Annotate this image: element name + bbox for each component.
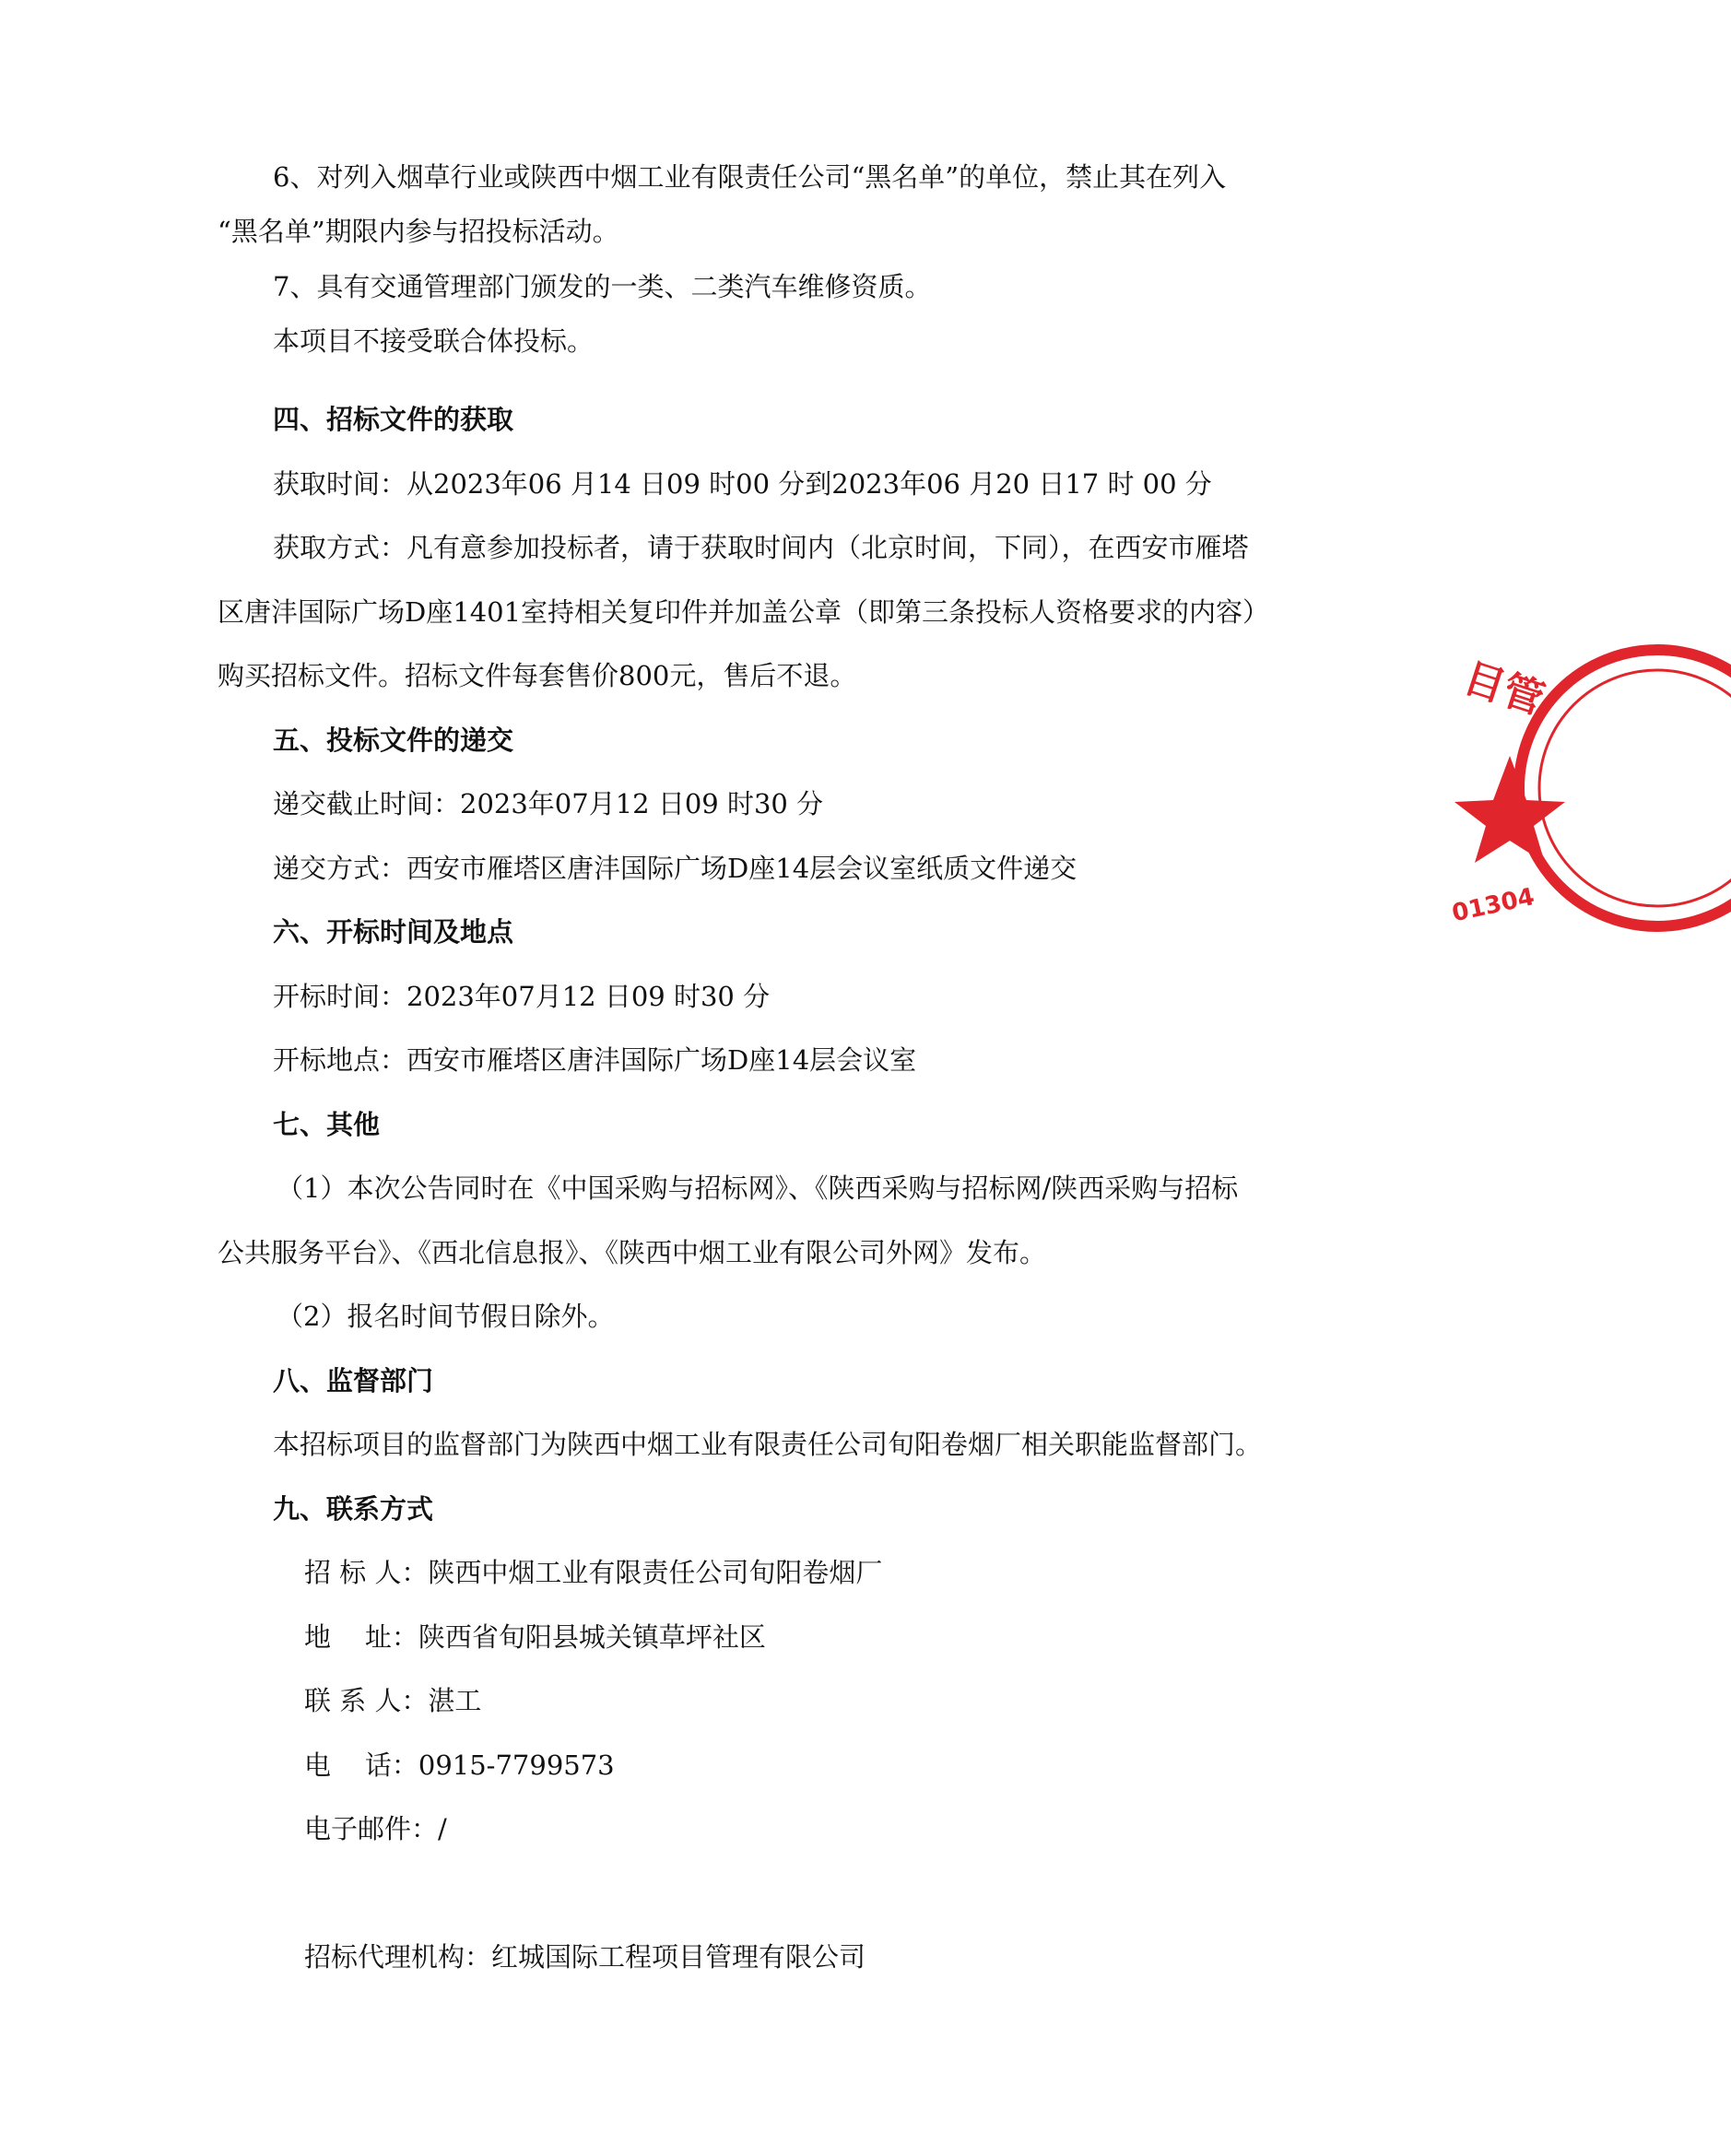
acquisition-method-line-2: 区唐沣国际广场D座1401室持相关复印件并加盖公章（即第三条投标人资格要求的内容） xyxy=(218,596,1270,628)
contact-address: 地 址：陕西省旬阳县城关镇草坪社区 xyxy=(304,1621,766,1653)
section-7-heading: 七、其他 xyxy=(273,1109,381,1140)
qualification-item-6-line-2: “黑名单”期限内参与招投标活动。 xyxy=(218,216,619,247)
acquisition-time: 获取时间：从2023年06 月14 日09 时00 分到2023年06 月20 日17 时 00 分 xyxy=(273,468,1212,500)
company-seal xyxy=(1449,636,1731,940)
section-6-heading: 六、开标时间及地点 xyxy=(273,916,514,948)
opening-place: 开标地点：西安市雁塔区唐沣国际广场D座14层会议室 xyxy=(273,1044,917,1076)
submission-deadline: 递交截止时间：2023年07月12 日09 时30 分 xyxy=(273,788,824,819)
other-item-1-line-2: 公共服务平台》、《西北信息报》、《陕西中烟工业有限公司外网》发布。 xyxy=(218,1237,1047,1268)
other-item-2: （2）报名时间节假日除外。 xyxy=(277,1301,615,1332)
submission-method: 递交方式：西安市雁塔区唐沣国际广场D座14层会议室纸质文件递交 xyxy=(273,853,1077,884)
contact-email: 电子邮件：/ xyxy=(304,1813,447,1844)
seal-number: 01304 xyxy=(1449,883,1537,928)
qualification-item-6-line-1: 6、对列入烟草行业或陕西中烟工业有限责任公司“黑名单”的单位，禁止其在列入 xyxy=(273,161,1227,193)
section-4-heading: 四、招标文件的获取 xyxy=(273,404,514,435)
seal-rings xyxy=(1519,650,1731,926)
seal-star xyxy=(1454,756,1565,863)
contact-tenderer: 招 标 人：陕西中烟工业有限责任公司旬阳卷烟厂 xyxy=(304,1557,883,1588)
supervision-text: 本招标项目的监督部门为陕西中烟工业有限责任公司旬阳卷烟厂相关职能监督部门。 xyxy=(273,1429,1263,1460)
other-item-1-line-1: （1）本次公告同时在《中国采购与招标网》、《陕西采购与招标网/陕西采购与招标 xyxy=(277,1172,1239,1204)
section-9-heading: 九、联系方式 xyxy=(273,1493,434,1525)
section-5-heading: 五、投标文件的递交 xyxy=(273,725,514,756)
acquisition-method-line-1: 获取方式：凡有意参加投标者，请于获取时间内（北京时间，下同），在西安市雁塔 xyxy=(273,532,1249,563)
opening-time: 开标时间：2023年07月12 日09 时30 分 xyxy=(273,981,771,1012)
qualification-item-7: 7、具有交通管理部门颁发的一类、二类汽车维修资质。 xyxy=(273,271,932,302)
acquisition-method-line-3: 购买招标文件。招标文件每套售价800元，售后不退。 xyxy=(218,660,857,691)
consortium-note: 本项目不接受联合体投标。 xyxy=(273,325,595,357)
section-8-heading: 八、监督部门 xyxy=(273,1365,434,1396)
seal-text: 目管 xyxy=(1457,654,1550,725)
contact-person: 联 系 人：湛工 xyxy=(304,1685,482,1716)
tender-agency: 招标代理机构：红城国际工程项目管理有限公司 xyxy=(304,1941,866,1973)
contact-phone: 电 话：0915-7799573 xyxy=(304,1750,615,1781)
